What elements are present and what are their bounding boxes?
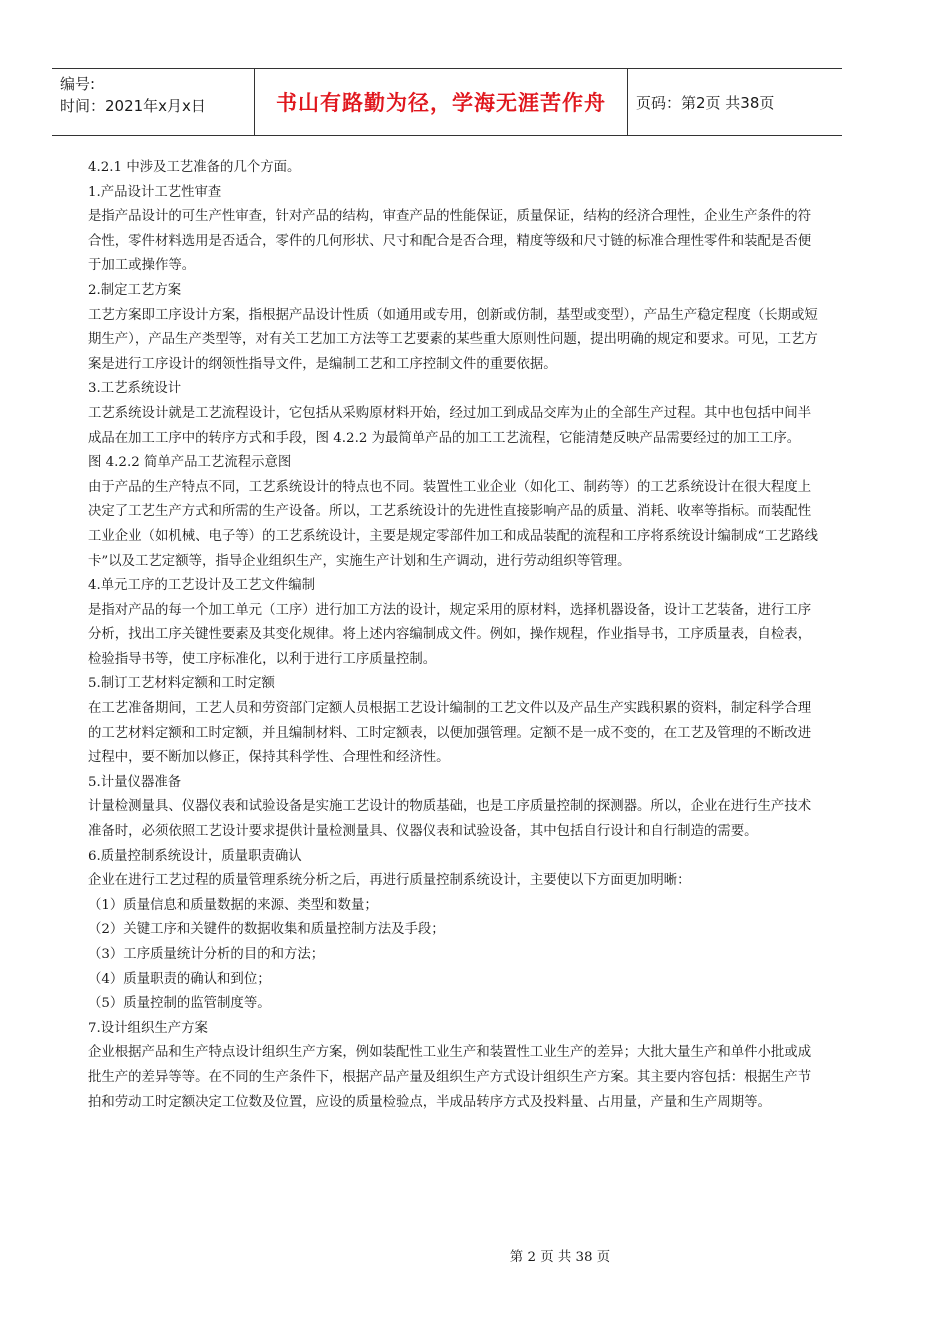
document-time-label: 时间：2021年x月x日: [60, 97, 206, 115]
paragraph: 工艺方案即工序设计方案，指根据产品设计性质（如通用或专用，创新或仿制，基型或变型），产品生产稳定程度（长期或短期生产），产品生产类型等，对有关工艺加工方法等工艺要素的某些重大原则性问题，提出明确的规定和要求。可见，工艺方案是进行工序设计的纲领性指导文件，是编制工艺和工序控制文件的重要依据。: [88, 307, 818, 372]
paragraph: 是指对产品的每一个加工单元（工序）进行加工方法的设计，规定采用的原材料，选择机器设备，设计工艺装备，进行工序分析，找出工序关键性要素及其变化规律。将上述内容编制成文件。例如，操作规程，作业指导书，工序质量表，自检表，检验指导书等，使工序标准化，以利于进行工序质量控制。: [88, 602, 812, 667]
paragraph: 4.2.1 中涉及工艺准备的几个方面。: [88, 160, 301, 175]
section-heading: 5.制订工艺材料定额和工时定额: [88, 676, 275, 692]
list-item: （1）质量信息和质量数据的来源、类型和数量；: [88, 897, 378, 913]
paragraph: 企业根据产品和生产特点设计组织生产方案，例如装配性工业生产和装置性工业生产的差异；大批大量生产和单件小批或成批生产的差异等等。在不同的生产条件下，根据产品产量及组织生产方式设计组织生产方案。其主要内容包括：根据生产节拍和劳动工时定额决定工位数及位置，应设的质量检验点，半成品转序方式及投料量、占用量，产量和生产周期等。: [88, 1045, 812, 1110]
paragraph: 工艺系统设计就是工艺流程设计，它包括从采购原材料开始，经过加工到成品交库为止的全部生产过程。其中也包括中间半成品在加工工序中的转序方式和手段，图 4.2.2 为最简单产品的加工工艺流程，它能清楚反映产品需要经过的加工工序。: [88, 405, 812, 446]
list-item: （3）工序质量统计分析的目的和方法；: [88, 947, 325, 962]
page-header: [52, 68, 842, 136]
paragraph: 计量检测量具、仪器仪表和试验设备是实施工艺设计的物质基础，也是工序质量控制的探测器。所以，企业在进行生产技术准备时，必须依照工艺设计要求提供计量检测量具、仪器仪表和试验设备，其中包括自行设计和自行制造的需要。: [88, 799, 812, 840]
paragraph: 由于产品的生产特点不同，工艺系统设计的特点也不同。装置性工业企业（如化工、制药等）的工艺系统设计在很大程度上决定了工艺生产方式和所需的生产设备。所以，工艺系统设计的先进性直接影响产品的质量、消耗、收率等指标。而装配性工业企业（如机械、电子等）的工艺系统设计，主要是规定零部件加工和成品装配的流程和工序将系统设计编制成“工艺路线卡”以及工艺定额等，指导企业组织生产，实施生产计划和生产调动，进行劳动组织等管理。: [88, 479, 818, 569]
document-number-label: 编号:: [60, 75, 96, 93]
section-heading: 5.计量仪器准备: [88, 774, 182, 790]
section-heading: 7.设计组织生产方案: [88, 1020, 208, 1036]
page-footer: [0, 1246, 950, 1265]
list-item: （5）质量控制的监管制度等。: [88, 996, 271, 1012]
section-heading: 2.制定工艺方案: [88, 282, 182, 298]
figure-caption: 图 4.2.2 简单产品工艺流程示意图: [88, 455, 292, 471]
footer-page-number: 第 2 页 共 38 页: [509, 1250, 611, 1265]
section-heading: 3.工艺系统设计: [88, 381, 182, 397]
paragraph: 企业在进行工艺过程的质量管理系统分析之后，再进行质量控制系统设计，主要使以下方面更加明晰：: [88, 873, 691, 889]
header-slogan: 书山有路勤为径，学海无涯苦作舟: [255, 69, 628, 135]
list-item: （2）关键工序和关键件的数据收集和质量控制方法及手段；: [88, 922, 445, 938]
document-body: [88, 156, 820, 1115]
section-heading: 1.产品设计工艺性审查: [88, 184, 222, 200]
section-heading: 6.质量控制系统设计，质量职责确认: [88, 848, 302, 864]
header-page-info: 页码：第2页 共38页: [636, 93, 775, 112]
header-meta: [52, 69, 255, 135]
list-item: （4）质量职责的确认和到位；: [88, 971, 271, 987]
section-heading: 4.单元工序的工艺设计及工艺文件编制: [88, 578, 316, 594]
paragraph: 在工艺准备期间，工艺人员和劳资部门定额人员根据工艺设计编制的工艺文件以及产品生产实践积累的资料，制定科学合理的工艺材料定额和工时定额，并且编制材料、工时定额表，以便加强管理。定额不是一成不变的，在工艺及管理的不断改进过程中，要不断加以修正，保持其科学性、合理性和经济性。: [88, 701, 812, 766]
paragraph: 是指产品设计的可生产性审查，针对产品的结构，审查产品的性能保证，质量保证，结构的经济合理性，企业生产条件的符合性，零件材料选用是否适合，零件的几何形状、尺寸和配合是否合理，精度等级和尺寸链的标准合理性零件和装配是否便于加工或操作等。: [88, 209, 812, 274]
